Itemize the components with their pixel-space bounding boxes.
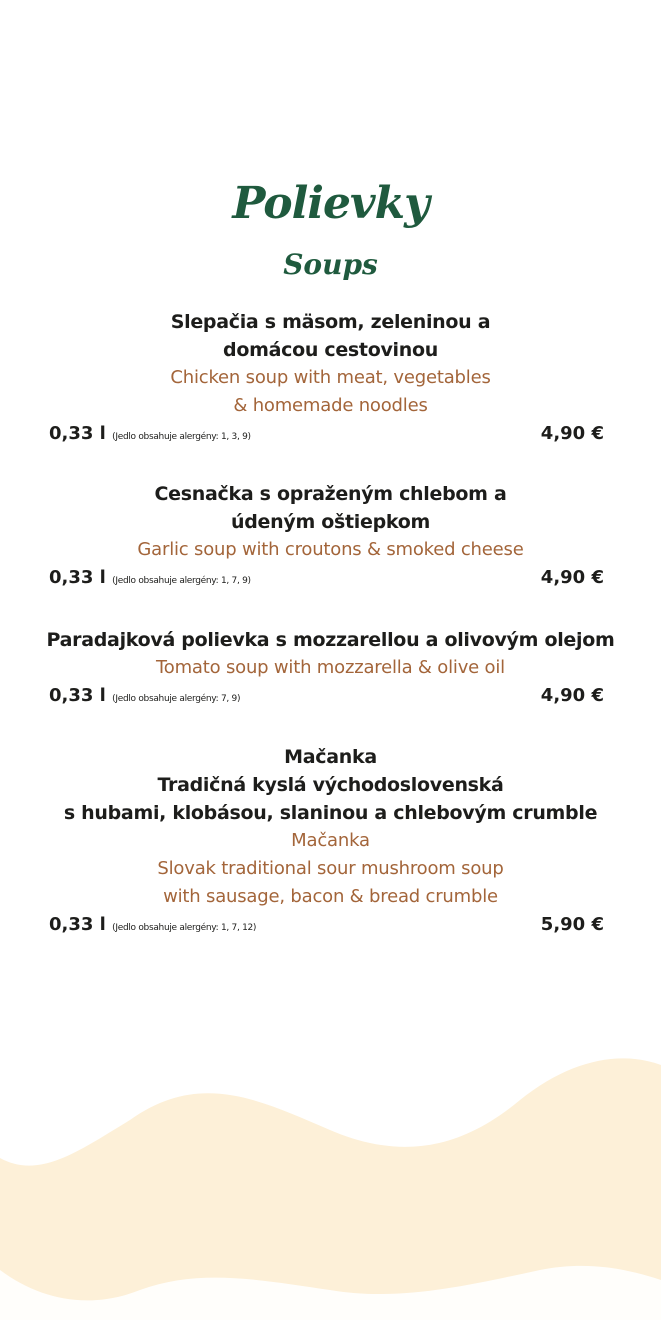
price: 5,90 € <box>540 914 604 935</box>
item-name-sk: Mačanka <box>284 746 377 768</box>
item-name-sk: Slepačia s mäsom, zeleninou a <box>170 311 491 333</box>
volume: 0,33 l (Jedlo obsahuje alergény: 1, 3, 9) <box>49 423 251 444</box>
price: 4,90 € <box>540 685 604 706</box>
menu-subtitle: Soups <box>283 248 378 281</box>
item-name-en: Tomato soup with mozzarella & olive oil <box>156 657 505 678</box>
item-name-en: Slovak traditional sour mushroom soup <box>157 858 504 879</box>
decorative-wave-background <box>0 1040 661 1320</box>
allergens-note: (Jedlo obsahuje alergény: 7, 9) <box>112 694 241 704</box>
menu-item-chicken-soup <box>0 308 661 450</box>
item-name-en: Garlic soup with croutons & smoked cheese <box>137 539 524 560</box>
item-name-sk: Tradičná kyslá východoslovenská <box>157 774 504 796</box>
volume: 0,33 l (Jedlo obsahuje alergény: 1, 7, 9) <box>49 567 251 588</box>
price-row <box>0 913 661 941</box>
item-name-sk: domácou cestovinou <box>223 339 438 361</box>
item-name-sk: s hubami, klobásou, slaninou a chlebovým crumble <box>63 802 598 824</box>
item-name-sk: Paradajková polievka s mozzarellou a olivovým olejom <box>46 629 615 651</box>
price: 4,90 € <box>540 567 604 588</box>
menu-item-tomato-soup <box>0 626 661 712</box>
price: 4,90 € <box>540 423 604 444</box>
item-name-en: Mačanka <box>291 830 370 851</box>
item-name-en: & homemade noodles <box>233 395 428 416</box>
volume: 0,33 l (Jedlo obsahuje alergény: 1, 7, 12) <box>49 914 257 935</box>
menu-item-macanka <box>0 743 661 941</box>
menu-title: Polievky <box>232 178 429 229</box>
item-name-en: Chicken soup with meat, vegetables <box>170 367 491 388</box>
item-name-sk: údeným oštiepkom <box>231 511 430 533</box>
allergens-note: (Jedlo obsahuje alergény: 1, 3, 9) <box>112 432 251 442</box>
price-row <box>0 566 661 594</box>
item-name-en: with sausage, bacon & bread crumble <box>163 886 498 907</box>
menu-item-garlic-soup <box>0 480 661 594</box>
volume: 0,33 l (Jedlo obsahuje alergény: 7, 9) <box>49 685 241 706</box>
item-name-sk: Cesnačka s opraženým chlebom a <box>154 483 507 505</box>
allergens-note: (Jedlo obsahuje alergény: 1, 7, 9) <box>112 576 251 586</box>
price-row <box>0 684 661 712</box>
allergens-note: (Jedlo obsahuje alergény: 1, 7, 12) <box>112 923 257 933</box>
price-row <box>0 422 661 450</box>
